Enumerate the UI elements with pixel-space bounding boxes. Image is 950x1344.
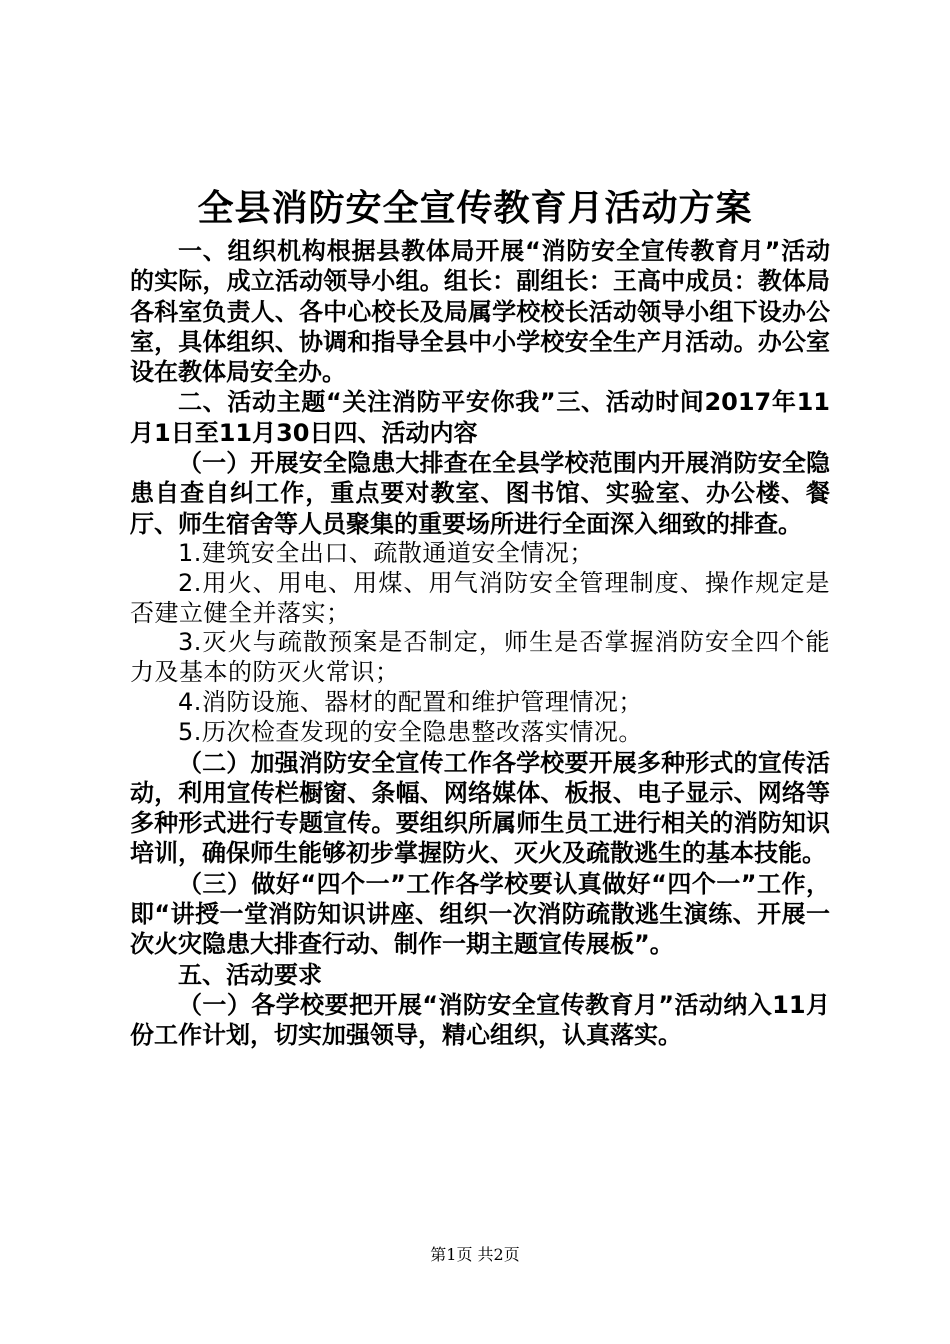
list-item-management-rules: 2.用火、用电、用煤、用气消防安全管理制度、操作规定是否建立健全并落实；	[130, 568, 830, 627]
list-item-rectification: 5.历次检查发现的安全隐患整改落实情况。	[178, 717, 643, 746]
paragraph-four-ones: （三）做好“四个一”工作各学校要认真做好“四个一”工作，即“讲授一堂消防知识讲座、组织一次消防疏散逃生演练、开展一次火灾隐患大排查行动、制作一期主题宣传展板”。	[130, 869, 830, 959]
section-heading-requirements: 五、活动要求	[178, 960, 322, 989]
list-item-facilities: 4.消防设施、器材的配置和维护管理情况；	[178, 687, 643, 716]
page-number-footer: 第1页 共2页	[430, 1245, 520, 1264]
paragraph-theme-time: 二、活动主题“关注消防平安你我”三、活动时间2017年11月1日至11月30日四、活动内容	[130, 388, 830, 447]
list-item-evacuation-plan: 3.灭火与疏散预案是否制定，师生是否掌握消防安全四个能力及基本的防灭火常识；	[130, 628, 830, 687]
document-title: 全县消防安全宣传教育月活动方案	[197, 187, 753, 229]
list-item-exits: 1.建筑安全出口、疏散通道安全情况；	[178, 538, 594, 567]
paragraph-organization: 一、组织机构根据县教体局开展“消防安全宣传教育月”活动的实际，成立活动领导小组。组长：副组长：王高中成员：教体局各科室负责人、各中心校长及局属学校校长活动领导小组下设办公室，具体组织、协调和指导全县中小学校安全生产月活动。办公室设在教体局安全办。	[130, 237, 830, 387]
paragraph-requirement-1: （一）各学校要把开展“消防安全宣传教育月”活动纳入11月份工作计划，切实加强领导，精心组织，认真落实。	[130, 990, 830, 1050]
paragraph-hazard-inspection: （一）开展安全隐患大排查在全县学校范围内开展消防安全隐患自查自纠工作，重点要对教室、图书馆、实验室、办公楼、餐厅、师生宿舍等人员聚集的重要场所进行全面深入细致的排查。	[130, 449, 830, 538]
paragraph-publicity: （二）加强消防安全宣传工作各学校要开展多种形式的宣传活动，利用宣传栏橱窗、条幅、网络媒体、板报、电子显示、网络等多种形式进行专题宣传。要组织所属师生员工进行相关的消防知识培训，确保师生能够初步掌握防火、灭火及疏散逃生的基本技能。	[130, 748, 830, 868]
document-body	[130, 236, 830, 1051]
